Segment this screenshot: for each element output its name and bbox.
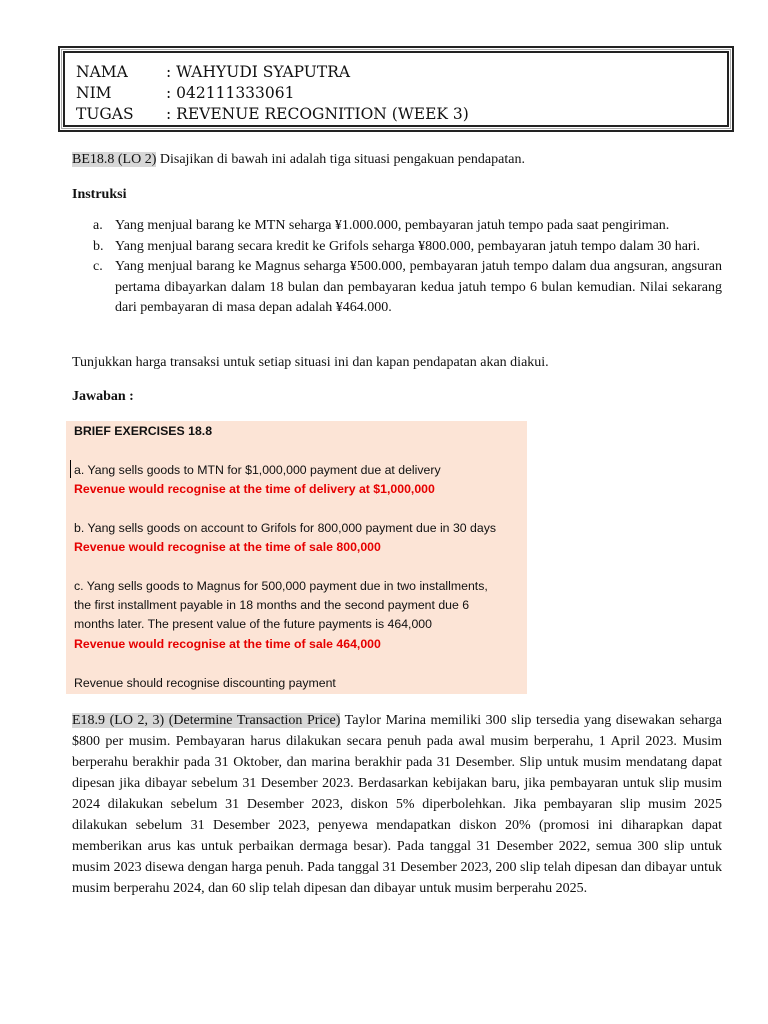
nim-value: : 042111333061 [166,84,295,102]
answer-title: BRIEF EXERCISES 18.8 [74,424,213,438]
e189-ref: E18.9 (LO 2, 3) (Determine Transaction Price) [72,713,341,728]
be188-intro [72,150,722,170]
list-marker: b. [93,238,104,254]
be188-ref: BE18.8 (LO 2) [72,152,157,167]
tugas-value: : REVENUE RECOGNITION (WEEK 3) [166,105,469,123]
answer-c-answer: Revenue would recognise at the time of sale 464,000 [74,637,381,651]
jawaban-heading: Jawaban : [72,389,134,404]
instruksi-heading: Instruksi [72,187,127,202]
list-item-text: Yang menjual barang ke MTN seharga ¥1.000.000, pembayaran jatuh tempo pada saat pengiriman. [115,218,670,233]
list-marker: c. [93,259,103,274]
answer-b-question: b. Yang sells goods on account to Grifols for 800,000 payment due in 30 days [74,521,497,535]
text-cursor [70,460,71,478]
e189-paragraph [72,710,722,899]
e189-text: Taylor Marina memiliki 300 slip tersedia yang disewakan seharga $800 per musim. Pembayaran harus dilakukan secara penuh pada awal musim berperahu, 1 April 2023. Musim berperahu berakhir pada 31 Oktober, dan marina berakhir pada 31 Desember. Slip untuk musim mendatang dapat dipesan jika dibayar sebelum 31 Desember 2023. Berdasarkan kebijakan baru, jika pembayaran untuk slip musim 2024 dilakukan sebelum 31 Desember 2023, diskon 5% diperbolehkan. Jika pembayaran slip musim 2025 dilakukan sebelum 31 Desember 2023, penyewa mendapatkan diskon 20% (promosi ini diharapkan dapat memberikan arus kas untuk perbaikan dermaga besar). Pada tanggal 31 Desember 2022, semua 300 slip untuk musim 2023 disewa dengan harga penuh. Pada tanggal 31 Desember 2023, 200 slip telah dipesan dan dibayar untuk musim berperahu 2024, dan 60 slip telah dipesan dan dibayar untuk musim berperahu 2025. [72,713,722,896]
answer-a-answer: Revenue would recognise at the time of delivery at $1,000,000 [74,482,435,496]
list-item-text: Yang menjual barang ke Magnus seharga ¥500.000, pembayaran jatuh tempo dalam dua angsuran, angsuran pertama dibayarkan dalam 18 bulan dan pembayaran kedua jatuh tempo 6 bulan kemudian. Nilai sekarang dari pembayaran di masa depan adalah ¥464.000. [115,259,722,315]
answer-box [66,421,527,694]
nim-label: NIM [76,84,112,102]
nama-label: NAMA [76,63,128,81]
list-item [72,216,722,237]
list-marker: a. [93,218,103,233]
answer-b-answer: Revenue would recognise at the time of sale 800,000 [74,540,381,554]
instruksi-list [72,216,722,319]
nama-value: : WAHYUDI SYAPUTRA [166,63,351,81]
answer-a-question: a. Yang sells goods to MTN for $1,000,000 payment due at delivery [74,463,441,477]
answer-c-question-line3: months later. The present value of the future payments is 464,000 [74,617,432,631]
student-info-box [58,46,734,132]
be188-intro-text: Disajikan di bawah ini adalah tiga situasi pengakuan pendapatan. [156,152,525,167]
list-item [72,237,722,258]
list-item-text: Yang menjual barang secara kredit ke Grifols seharga ¥800.000, pembayaran jatuh tempo dalam 30 hari. [115,238,700,254]
answer-c-question-line1: c. Yang sells goods to Magnus for 500,000 payment due in two installments, [74,579,488,593]
list-item [72,257,722,319]
tugas-label: TUGAS [76,105,134,123]
be188-task: Tunjukkan harga transaksi untuk setiap situasi ini dan kapan pendapatan akan diakui. [72,355,549,370]
answer-c-question-line2: the first installment payable in 18 months and the second payment due 6 [74,598,470,612]
answer-note: Revenue should recognise discounting payment [74,676,336,690]
